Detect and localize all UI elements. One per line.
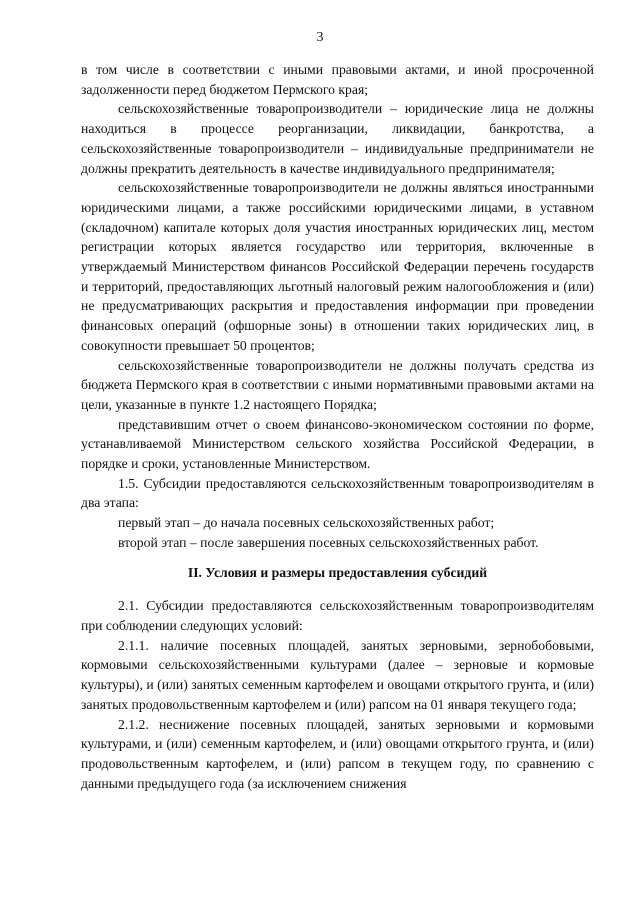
section-heading: II. Условия и размеры предоставления субсидий xyxy=(187,564,488,580)
paragraphs-after xyxy=(81,596,594,793)
page-number: 3 xyxy=(316,30,324,45)
paragraph: сельскохозяйственные товаропроизводители не должны получать средства из бюджета Пермского края в соответствии с иными нормативными правовыми актами на цели, указанные в пункте 1.2 настоящего Порядка; xyxy=(81,357,594,412)
paragraph: в том числе в соответствии с иными правовыми актами, и иной просроченной задолженности перед бюджетом Пермского края; xyxy=(81,62,594,97)
paragraph: 2.1. Субсидии предоставляются сельскохозяйственным товаропроизводителям при соблюдении следующих условий: xyxy=(81,598,594,633)
paragraph: сельскохозяйственные товаропроизводители – юридические лица не должны находиться в процессе реорганизации, ликвидации, банкротства, а сельскохозяйственные товаропроизводители – индивидуальные предприниматели не должны прекратить деятельность в качестве индивидуального предпринимателя; xyxy=(81,101,594,176)
paragraph: 1.5. Субсидии предоставляются сельскохозяйственным товаропроизводителям в два этапа: xyxy=(81,475,594,511)
paragraph: представившим отчет о своем финансово-экономическом состоянии по форме, устанавливаемой Министерством сельского хозяйства Российской Федерации, в порядке и сроки, установленные Министерством. xyxy=(81,416,594,472)
paragraph: второй этап – после завершения посевных сельскохозяйственных работ. xyxy=(118,534,539,550)
paragraph: первый этап – до начала посевных сельскохозяйственных работ; xyxy=(118,515,495,531)
paragraphs-before xyxy=(81,60,594,553)
document-body xyxy=(81,60,594,793)
paragraph: 2.1.2. неснижение посевных площадей, занятых зерновыми и кормовыми культурами, и (или) семенным картофелем, и (или) овощами открытого грунта, и (или) продовольственным картофелем, и (или) рапсом в текущем году, по сравнению с данными предыдущего года (за исключением снижения xyxy=(81,716,594,791)
paragraph: 2.1.1. наличие посевных площадей, занятых зерновыми, зернобобовыми, кормовыми сельскохозяйственными культурами (далее – зерновые и кормовые культуры), и (или) занятых семенным картофелем и овощами открытого грунта, и (или) занятых продовольственным картофелем и (или) рапсом на 01 января текущего года; xyxy=(81,637,594,712)
paragraph: сельскохозяйственные товаропроизводители не должны являться иностранными юридическими лицами, а также российскими юридическими лицами, в уставном (складочном) капитале которых доля участия иностранных юридических лиц, местом регистрации которых является государство или территория, включенные в утверждаемый Министерством финансов Российской Федерации перечень государств и территорий, предоставляющих льготный налоговый режим налогообложения и (или) не предусматривающих раскрытия и предоставления информации при проведении финансовых операций (офшорные зоны) в отношении таких юридических лиц, в совокупности превышает 50 процентов; xyxy=(81,180,594,353)
